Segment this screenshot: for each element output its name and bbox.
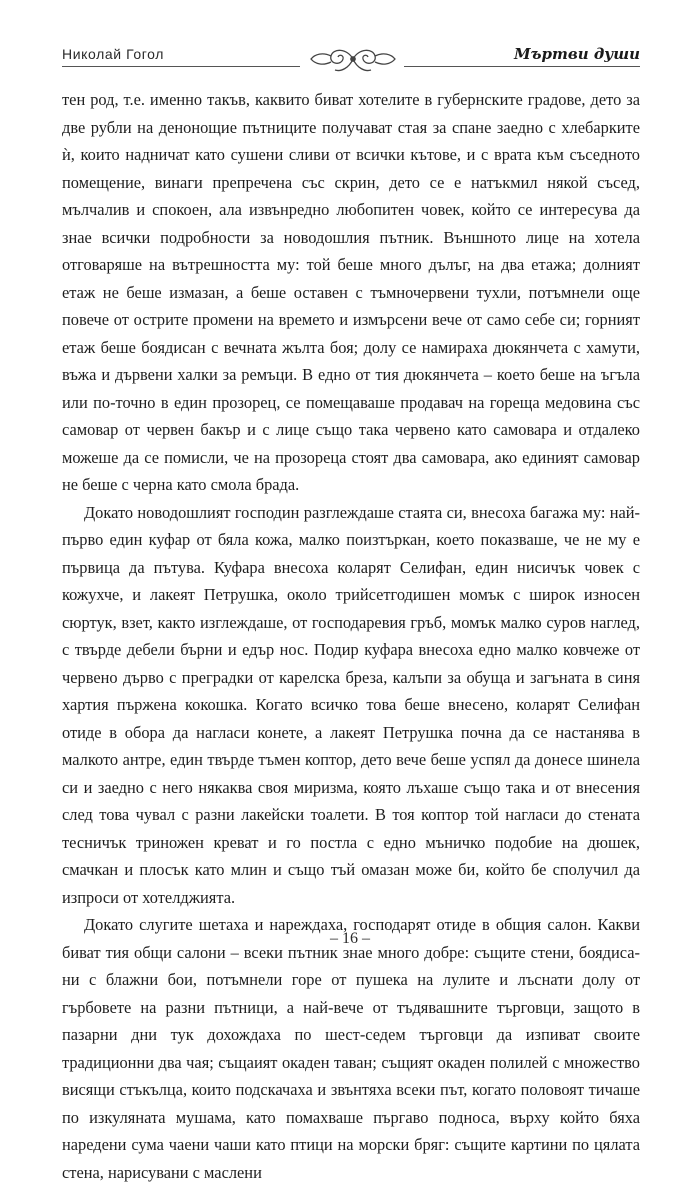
author-name: Николай Гогол (62, 46, 165, 62)
page-number: – 16 – (330, 930, 370, 947)
header-rule-right (404, 66, 640, 67)
paragraph-1: тен род, т.е. именно такъв, каквито биват хотелите в губернските градове, дето за две рубли на денонощие пътниците получават стая за спане заедно с хлебарките ѝ, които надничат като сушени сливи от всички кътове, и с врата към съседното помещение, винаги препречена със скрин, дето се е натъкмил някой съсед, мълчалив и спокоен, ала извънредно любопитен човек, който се интересува да знае всички подробности за новодошлия пътник. Външното лице на хотела отговаряше на вътрешността му: той беше много дълъг, на два етажа; долният етаж не беше измазан, а беше оставен с тъмночервени тухли, потъмнели още повече от острите промени на времето и измърсени вече от само себе си; горният етаж беше боядисан с вечната жълта боя; долу се намираха дюкянчета с хамути, въжа и дървени халки за ремъци. В едно от тия дюкянчета – което беше на ъгъла или по-точно в един прозорец, се помещаваше продавач на гореща медовина със самовар от червен бакър и с лице също така червено като самовара и отдалеко можеше да се помисли, че на прозореца стоят два самовара, ако единият самовар не беше с черна като смола брада. (62, 90, 640, 494)
paragraph-3: Докато слугите шетаха и нареждаха, господарят отиде в общия салон. Какви биват тия общи салони – всеки пътник знае много добре: същите стени, боядисани с блажни бои, потъмнели горе от пушека на лулите и лъснати долу от гърбовете на разни пътници, а най-вече от тъдявашните търговци, защото в пазарни дни тук дохождаха по шест-седем търговци да изпиват своите традиционни два чая; същаият окаден таван; същият окаден полилей с множество висящи стъкълца, които подскачаха и звънтяха всеки път, когато половоят тичаше по изкуляната мушама, като помахваше пъргаво подноса, върху който бяха наредени сума чаени чаши като птици на морски бряг: същите картини по цялата стена, нарисувани с маслени (62, 915, 640, 1182)
header-rule-left (62, 66, 300, 67)
running-header (62, 36, 640, 76)
paragraph-2: Докато новодошлият господин разглеждаше стаята си, внесоха багажа му: найпърво един куфар от бяла кожа, малко поизтъркан, което показваше, че не му е първица да пътува. Куфара внесоха коларят Селифан, един нисичък човек с кожухче, и лакеят Петрушка, около трийсетгодишен момък с широк износен сюртук, взет, както изглеждаше, от господаревия гръб, момък малко суров наглед, с твърде дебели бърни и едър нос. Подир куфара внесоха едно малко ковчеже от червено дърво с преградки от карелска бреза, калъпи за обуща и загъната в синя хартия пържена кокошка. Когато всичко това беше внесено, коларят Селифан отиде в обора да нагласи конете, а лакеят Петрушка почна да се настанява в малкото антре, един твърде тъмен коптор, дето вече беше успял да донесе шинела си и заедно с него някаква своя миризма, която лъхаше също така и от внесения след това чувал с разни лакейски тоалети. В тоя коптор той нагласи до стената тесничък триножен креват и го постла с едно мъничко подобие на дюшек, смачкан и плосък като млин и също тъй омазан може би, който бе сполучил да изпроси от хотелджията. (62, 502, 640, 907)
page-text (62, 86, 640, 1186)
flourish-ornament-icon (307, 42, 399, 76)
book-title: Мъртви души (513, 45, 640, 63)
